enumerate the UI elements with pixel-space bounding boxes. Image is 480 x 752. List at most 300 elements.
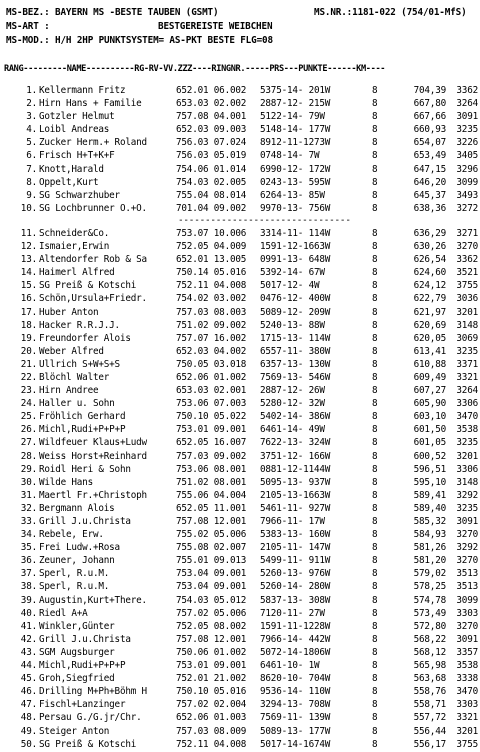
- rank-cell: 31.: [20, 489, 37, 501]
- prs-cell: 8: [372, 150, 378, 162]
- name-cell: Zeuner, Johann: [39, 555, 115, 567]
- table-row: [0, 567, 480, 580]
- header-ms-art: MS-ART :: [6, 21, 50, 32]
- km-cell: 3405: [456, 150, 478, 162]
- prs-cell: 8: [372, 646, 378, 658]
- rank-cell: 45.: [20, 673, 37, 685]
- ringnr-cell: 2105-11- 147W: [260, 542, 331, 554]
- km-cell: 3538: [456, 660, 478, 672]
- ringnr-cell: 9536-14- 110W: [260, 686, 331, 698]
- km-cell: 3303: [456, 699, 478, 711]
- rg-rv-vv-cell: 753.06 08.001: [176, 463, 247, 475]
- name-cell: Oppelt,Kurt: [39, 176, 99, 188]
- rank-cell: 35.: [20, 542, 37, 554]
- ringnr-cell: 7569-11- 139W: [260, 712, 331, 724]
- table-row: [0, 123, 480, 136]
- km-cell: 3470: [456, 411, 478, 423]
- punkte-cell: 556,17: [413, 738, 446, 750]
- ringnr-cell: 1591-12-1663W: [260, 241, 331, 253]
- rg-rv-vv-cell: 652.05 16.007: [176, 437, 247, 449]
- prs-cell: 8: [372, 411, 378, 423]
- punkte-cell: 565,98: [413, 660, 446, 672]
- punkte-cell: 660,93: [413, 124, 446, 136]
- ringnr-cell: 6461-14- 49W: [260, 424, 325, 436]
- name-cell: Grill J.u.Christa: [39, 633, 131, 645]
- km-cell: 3513: [456, 568, 478, 580]
- table-row: [0, 240, 480, 253]
- punkte-cell: 607,27: [413, 385, 446, 397]
- rank-cell: 11.: [20, 227, 37, 239]
- punkte-cell: 630,26: [413, 241, 446, 253]
- km-cell: 3271: [456, 227, 478, 239]
- ringnr-cell: 0476-12- 400W: [260, 293, 331, 305]
- rg-rv-vv-cell: 752.11 04.008: [176, 738, 247, 750]
- prs-cell: 8: [372, 319, 378, 331]
- table-row: [0, 358, 480, 371]
- table-row: [0, 698, 480, 711]
- ringnr-cell: 1591-11-1228W: [260, 620, 331, 632]
- table-row: [0, 202, 480, 215]
- km-cell: 3091: [456, 633, 478, 645]
- name-cell: Steiger Anton: [39, 725, 110, 737]
- ringnr-cell: 9970-13- 756W: [260, 202, 331, 214]
- rank-cell: 50.: [20, 738, 37, 750]
- punkte-cell: 581,26: [413, 542, 446, 554]
- separator-dashes: --------------------------------: [178, 214, 351, 226]
- ringnr-cell: 7966-14- 442W: [260, 633, 331, 645]
- prs-cell: 8: [372, 476, 378, 488]
- table-row: [0, 279, 480, 292]
- ringnr-cell: 5260-13- 976W: [260, 568, 331, 580]
- name-cell: SGM Augsburger: [39, 646, 115, 658]
- table-row: [0, 685, 480, 698]
- punkte-cell: 584,93: [413, 529, 446, 541]
- name-cell: SG Lochbrunner O.+O.: [39, 202, 147, 214]
- ringnr-cell: 5095-13- 937W: [260, 476, 331, 488]
- name-cell: Persau G./G.jr/Chr.: [39, 712, 142, 724]
- name-cell: Schön,Ursula+Friedr.: [39, 293, 147, 305]
- km-cell: 3362: [456, 85, 478, 96]
- rank-cell: 39.: [20, 594, 37, 606]
- header-line-1: [6, 6, 476, 20]
- name-cell: Fischl+Lanzinger: [39, 699, 126, 711]
- table-row: [0, 436, 480, 449]
- km-cell: 3099: [456, 176, 478, 188]
- rg-rv-vv-cell: 756.03 07.024: [176, 137, 247, 149]
- table-row: [0, 646, 480, 659]
- ringnr-cell: 5402-14- 386W: [260, 411, 331, 423]
- prs-cell: 8: [372, 568, 378, 580]
- rank-cell: 4.: [26, 124, 37, 136]
- km-cell: 3521: [456, 267, 478, 279]
- punkte-cell: 654,07: [413, 137, 446, 149]
- rank-cell: 8.: [26, 176, 37, 188]
- prs-cell: 8: [372, 371, 378, 383]
- ringnr-cell: 8620-10- 704W: [260, 673, 331, 685]
- km-cell: 3292: [456, 489, 478, 501]
- rank-cell: 41.: [20, 620, 37, 632]
- prs-cell: 8: [372, 202, 378, 214]
- ringnr-cell: 6990-12- 172W: [260, 163, 331, 175]
- prs-cell: 8: [372, 306, 378, 318]
- prs-cell: 8: [372, 581, 378, 593]
- prs-cell: 8: [372, 111, 378, 123]
- rank-cell: 19.: [20, 332, 37, 344]
- name-cell: Groh,Siegfried: [39, 673, 115, 685]
- prs-cell: 8: [372, 293, 378, 305]
- name-cell: Sperl, R.u.M.: [39, 581, 110, 593]
- table-row: [0, 672, 480, 685]
- rank-cell: 47.: [20, 699, 37, 711]
- rank-cell: 43.: [20, 646, 37, 658]
- rg-rv-vv-cell: 751.02 08.001: [176, 476, 247, 488]
- ringnr-cell: 5089-12- 209W: [260, 306, 331, 318]
- rg-rv-vv-cell: 653.03 02.001: [176, 385, 247, 397]
- rg-rv-vv-cell: 757.03 08.009: [176, 725, 247, 737]
- ringnr-cell: 8912-11-1273W: [260, 137, 331, 149]
- ringnr-cell: 5280-12- 32W: [260, 398, 325, 410]
- rg-rv-vv-cell: 756.03 05.019: [176, 150, 247, 162]
- separator-line: [0, 215, 480, 227]
- punkte-cell: 589,41: [413, 489, 446, 501]
- name-cell: Weiss Horst+Reinhard: [39, 450, 147, 462]
- prs-cell: 8: [372, 98, 378, 110]
- rank-cell: 17.: [20, 306, 37, 318]
- rg-rv-vv-cell: 652.01 06.002: [176, 85, 247, 96]
- table-row: [0, 345, 480, 358]
- punkte-cell: 558,76: [413, 686, 446, 698]
- ringnr-cell: 0881-12-1144W: [260, 463, 331, 475]
- prs-cell: 8: [372, 620, 378, 632]
- rg-rv-vv-cell: 750.10 05.016: [176, 686, 247, 698]
- prs-cell: 8: [372, 502, 378, 514]
- prs-cell: 8: [372, 358, 378, 370]
- rank-cell: 30.: [20, 476, 37, 488]
- prs-cell: 8: [372, 398, 378, 410]
- rg-rv-vv-cell: 752.05 04.009: [176, 241, 247, 253]
- table-row: [0, 136, 480, 149]
- rg-rv-vv-cell: 757.02 05.006: [176, 607, 247, 619]
- table-row: [0, 189, 480, 202]
- ringnr-cell: 5499-11- 911W: [260, 555, 331, 567]
- punkte-cell: 605,90: [413, 398, 446, 410]
- km-cell: 3513: [456, 581, 478, 593]
- table-row: [0, 580, 480, 593]
- name-cell: Freundorfer Alois: [39, 332, 131, 344]
- ringnr-cell: 0243-13- 595W: [260, 176, 331, 188]
- rg-rv-vv-cell: 750.06 01.002: [176, 646, 247, 658]
- punkte-cell: 603,10: [413, 411, 446, 423]
- name-cell: SG Preiß & Kotschi: [39, 738, 137, 750]
- km-cell: 3069: [456, 332, 478, 344]
- rank-cell: 34.: [20, 529, 37, 541]
- km-cell: 3755: [456, 738, 478, 750]
- rg-rv-vv-cell: 653.03 02.002: [176, 98, 247, 110]
- rank-cell: 40.: [20, 607, 37, 619]
- prs-cell: 8: [372, 660, 378, 672]
- table-row: [0, 97, 480, 110]
- name-cell: Schneider&Co.: [39, 227, 110, 239]
- prs-cell: 8: [372, 463, 378, 475]
- prs-cell: 8: [372, 542, 378, 554]
- rg-rv-vv-cell: 757.08 04.001: [176, 111, 247, 123]
- km-cell: 3306: [456, 398, 478, 410]
- table-row: [0, 384, 480, 397]
- punkte-cell: 595,10: [413, 476, 446, 488]
- punkte-cell: 621,97: [413, 306, 446, 318]
- rank-cell: 49.: [20, 725, 37, 737]
- punkte-cell: 704,39: [413, 85, 446, 96]
- table-row: [0, 725, 480, 738]
- table-row: [0, 423, 480, 436]
- prs-cell: 8: [372, 137, 378, 149]
- name-cell: Hacker R.R.J.J.: [39, 319, 120, 331]
- punkte-cell: 601,50: [413, 424, 446, 436]
- ringnr-cell: 5017-12- 4W: [260, 280, 320, 292]
- table-row: [0, 306, 480, 319]
- ringnr-cell: 7622-13- 324W: [260, 437, 331, 449]
- km-cell: 3148: [456, 476, 478, 488]
- prs-cell: 8: [372, 712, 378, 724]
- km-cell: 3270: [456, 555, 478, 567]
- name-cell: Blöchl Walter: [39, 371, 110, 383]
- prs-cell: 8: [372, 189, 378, 201]
- km-cell: 3264: [456, 98, 478, 110]
- name-cell: Michl,Rudi+P+P+P: [39, 660, 126, 672]
- table-row: [0, 554, 480, 567]
- prs-cell: 8: [372, 385, 378, 397]
- rg-rv-vv-cell: 753.07 10.006: [176, 227, 247, 239]
- name-cell: Michl,Rudi+P+P+P: [39, 424, 126, 436]
- km-cell: 3493: [456, 189, 478, 201]
- ringnr-cell: 5089-13- 177W: [260, 725, 331, 737]
- rg-rv-vv-cell: 753.04 09.001: [176, 581, 247, 593]
- rank-cell: 16.: [20, 293, 37, 305]
- name-cell: Altendorfer Rob & Sa: [39, 254, 147, 266]
- prs-cell: 8: [372, 332, 378, 344]
- ringnr-cell: 2887-12- 26W: [260, 385, 325, 397]
- km-cell: 3755: [456, 280, 478, 292]
- prs-cell: 8: [372, 673, 378, 685]
- km-cell: 3270: [456, 241, 478, 253]
- punkte-cell: 613,41: [413, 345, 446, 357]
- table-row: [0, 594, 480, 607]
- prs-cell: 8: [372, 529, 378, 541]
- rg-rv-vv-cell: 652.03 04.002: [176, 345, 247, 357]
- rg-rv-vv-cell: 750.10 05.022: [176, 411, 247, 423]
- name-cell: Ismaier,Erwin: [39, 241, 110, 253]
- name-cell: Frei Ludw.+Rosa: [39, 542, 120, 554]
- rg-rv-vv-cell: 754.03 05.012: [176, 594, 247, 606]
- name-cell: Wilde Hans: [39, 476, 93, 488]
- ringnr-cell: 0748-14- 7W: [260, 150, 320, 162]
- km-cell: 3201: [456, 725, 478, 737]
- prs-cell: 8: [372, 725, 378, 737]
- rg-rv-vv-cell: 757.03 08.003: [176, 306, 247, 318]
- km-cell: 3470: [456, 686, 478, 698]
- name-cell: Roidl Heri & Sohn: [39, 463, 131, 475]
- prs-cell: 8: [372, 516, 378, 527]
- punkte-cell: 620,05: [413, 332, 446, 344]
- ringnr-cell: 6557-11- 380W: [260, 345, 331, 357]
- rg-rv-vv-cell: 757.03 09.002: [176, 450, 247, 462]
- ringnr-cell: 2105-13-1663W: [260, 489, 331, 501]
- name-cell: Huber Anton: [39, 306, 99, 318]
- table-row: [0, 607, 480, 620]
- rank-cell: 12.: [20, 241, 37, 253]
- prs-cell: 8: [372, 267, 378, 279]
- punkte-cell: 624,12: [413, 280, 446, 292]
- table-row: [0, 711, 480, 724]
- name-cell: Maertl Fr.+Christoph: [39, 489, 147, 501]
- ringnr-cell: 3314-11- 114W: [260, 227, 331, 239]
- rg-rv-vv-cell: 752.01 21.002: [176, 673, 247, 685]
- table-row: [0, 515, 480, 528]
- ringnr-cell: 3751-12- 166W: [260, 450, 331, 462]
- km-cell: 3036: [456, 293, 478, 305]
- rg-rv-vv-cell: 757.07 16.002: [176, 332, 247, 344]
- ringnr-cell: 7966-11- 17W: [260, 516, 325, 527]
- km-cell: 3235: [456, 345, 478, 357]
- table-row: [0, 463, 480, 476]
- name-cell: Zucker Herm.+ Roland: [39, 137, 147, 149]
- rank-cell: 36.: [20, 555, 37, 567]
- name-cell: Gotzler Helmut: [39, 111, 115, 123]
- table-row: [0, 332, 480, 345]
- rank-cell: 2.: [26, 98, 37, 110]
- rg-rv-vv-cell: 750.05 03.018: [176, 358, 247, 370]
- punkte-cell: 645,37: [413, 189, 446, 201]
- rg-rv-vv-cell: 754.02 03.002: [176, 293, 247, 305]
- ringnr-cell: 6461-10- 1W: [260, 660, 320, 672]
- prs-cell: 8: [372, 450, 378, 462]
- ringnr-cell: 5375-14- 201W: [260, 85, 331, 96]
- table-row: [0, 253, 480, 266]
- results-table: [0, 84, 480, 751]
- prs-cell: 8: [372, 437, 378, 449]
- name-cell: Drilling M+Ph+Böhm H: [39, 686, 147, 698]
- rank-cell: 10.: [20, 202, 37, 214]
- table-row: [0, 659, 480, 672]
- km-cell: 3303: [456, 607, 478, 619]
- km-cell: 3091: [456, 111, 478, 123]
- ringnr-cell: 5260-14- 280W: [260, 581, 331, 593]
- rank-cell: 44.: [20, 660, 37, 672]
- rg-rv-vv-cell: 750.14 05.016: [176, 267, 247, 279]
- rg-rv-vv-cell: 753.04 09.001: [176, 568, 247, 580]
- prs-cell: 8: [372, 424, 378, 436]
- rank-cell: 37.: [20, 568, 37, 580]
- punkte-cell: 610,88: [413, 358, 446, 370]
- rg-rv-vv-cell: 652.06 01.002: [176, 371, 247, 383]
- ringnr-cell: 6357-13- 130W: [260, 358, 331, 370]
- punkte-cell: 667,80: [413, 98, 446, 110]
- km-cell: 3148: [456, 319, 478, 331]
- prs-cell: 8: [372, 227, 378, 239]
- table-row: [0, 149, 480, 162]
- name-cell: Loibl Andreas: [39, 124, 110, 136]
- prs-cell: 8: [372, 738, 378, 750]
- punkte-cell: 646,20: [413, 176, 446, 188]
- ringnr-cell: 7569-13- 546W: [260, 371, 331, 383]
- rank-cell: 42.: [20, 633, 37, 645]
- km-cell: 3321: [456, 371, 478, 383]
- table-row: [0, 541, 480, 554]
- table-row: [0, 502, 480, 515]
- header-ms-bez: MS-BEZ.: BAYERN MS -BESTE TAUBEN (GSMT): [6, 7, 219, 18]
- rg-rv-vv-cell: 754.06 01.014: [176, 163, 247, 175]
- km-cell: 3264: [456, 385, 478, 397]
- punkte-cell: 647,15: [413, 163, 446, 175]
- table-row: [0, 163, 480, 176]
- punkte-cell: 557,72: [413, 712, 446, 724]
- punkte-cell: 579,02: [413, 568, 446, 580]
- punkte-cell: 568,12: [413, 646, 446, 658]
- punkte-cell: 636,29: [413, 227, 446, 239]
- rank-cell: 21.: [20, 358, 37, 370]
- table-row: [0, 476, 480, 489]
- punkte-cell: 601,05: [413, 437, 446, 449]
- ringnr-cell: 5072-14-1806W: [260, 646, 331, 658]
- rank-cell: 48.: [20, 712, 37, 724]
- name-cell: Sperl, R.u.M.: [39, 568, 110, 580]
- table-row: [0, 528, 480, 541]
- ringnr-cell: 5148-14- 177W: [260, 124, 331, 136]
- punkte-cell: 600,52: [413, 450, 446, 462]
- punkte-cell: 653,49: [413, 150, 446, 162]
- km-cell: 3201: [456, 306, 478, 318]
- punkte-cell: 578,25: [413, 581, 446, 593]
- km-cell: 3296: [456, 163, 478, 175]
- rg-rv-vv-cell: 753.01 09.001: [176, 424, 247, 436]
- table-row: [0, 292, 480, 305]
- name-cell: Augustin,Kurt+There.: [39, 594, 147, 606]
- ringnr-cell: 6264-13- 85W: [260, 189, 325, 201]
- km-cell: 3357: [456, 646, 478, 658]
- header-ms-mod: MS-MOD.: H/H 2HP PUNKTSYSTEM= AS-PKT BESTE FLG=08: [6, 35, 273, 46]
- rank-cell: 33.: [20, 516, 37, 527]
- rank-cell: 3.: [26, 111, 37, 123]
- rg-rv-vv-cell: 755.06 04.004: [176, 489, 247, 501]
- name-cell: Kellermann Fritz: [39, 85, 126, 96]
- punkte-cell: 609,49: [413, 371, 446, 383]
- rg-rv-vv-cell: 753.06 07.003: [176, 398, 247, 410]
- table-row: [0, 738, 480, 751]
- name-cell: SG Preiß & Kotschi: [39, 280, 137, 292]
- punkte-cell: 596,51: [413, 463, 446, 475]
- rg-rv-vv-cell: 652.01 13.005: [176, 254, 247, 266]
- km-cell: 3099: [456, 594, 478, 606]
- table-row: [0, 84, 480, 97]
- ringnr-cell: 5383-13- 160W: [260, 529, 331, 541]
- prs-cell: 8: [372, 555, 378, 567]
- km-cell: 3272: [456, 202, 478, 214]
- punkte-cell: 572,80: [413, 620, 446, 632]
- rg-rv-vv-cell: 757.02 02.004: [176, 699, 247, 711]
- table-row: [0, 410, 480, 423]
- ringnr-cell: 5240-13- 88W: [260, 319, 325, 331]
- punkte-cell: 667,66: [413, 111, 446, 123]
- rank-cell: 18.: [20, 319, 37, 331]
- km-cell: 3362: [456, 254, 478, 266]
- km-cell: 3270: [456, 529, 478, 541]
- name-cell: Grill J.u.Christa: [39, 516, 131, 527]
- ringnr-cell: 0991-13- 648W: [260, 254, 331, 266]
- rank-cell: 28.: [20, 450, 37, 462]
- punkte-cell: 581,20: [413, 555, 446, 567]
- name-cell: Weber Alfred: [39, 345, 104, 357]
- name-cell: Riedl A+A: [39, 607, 88, 619]
